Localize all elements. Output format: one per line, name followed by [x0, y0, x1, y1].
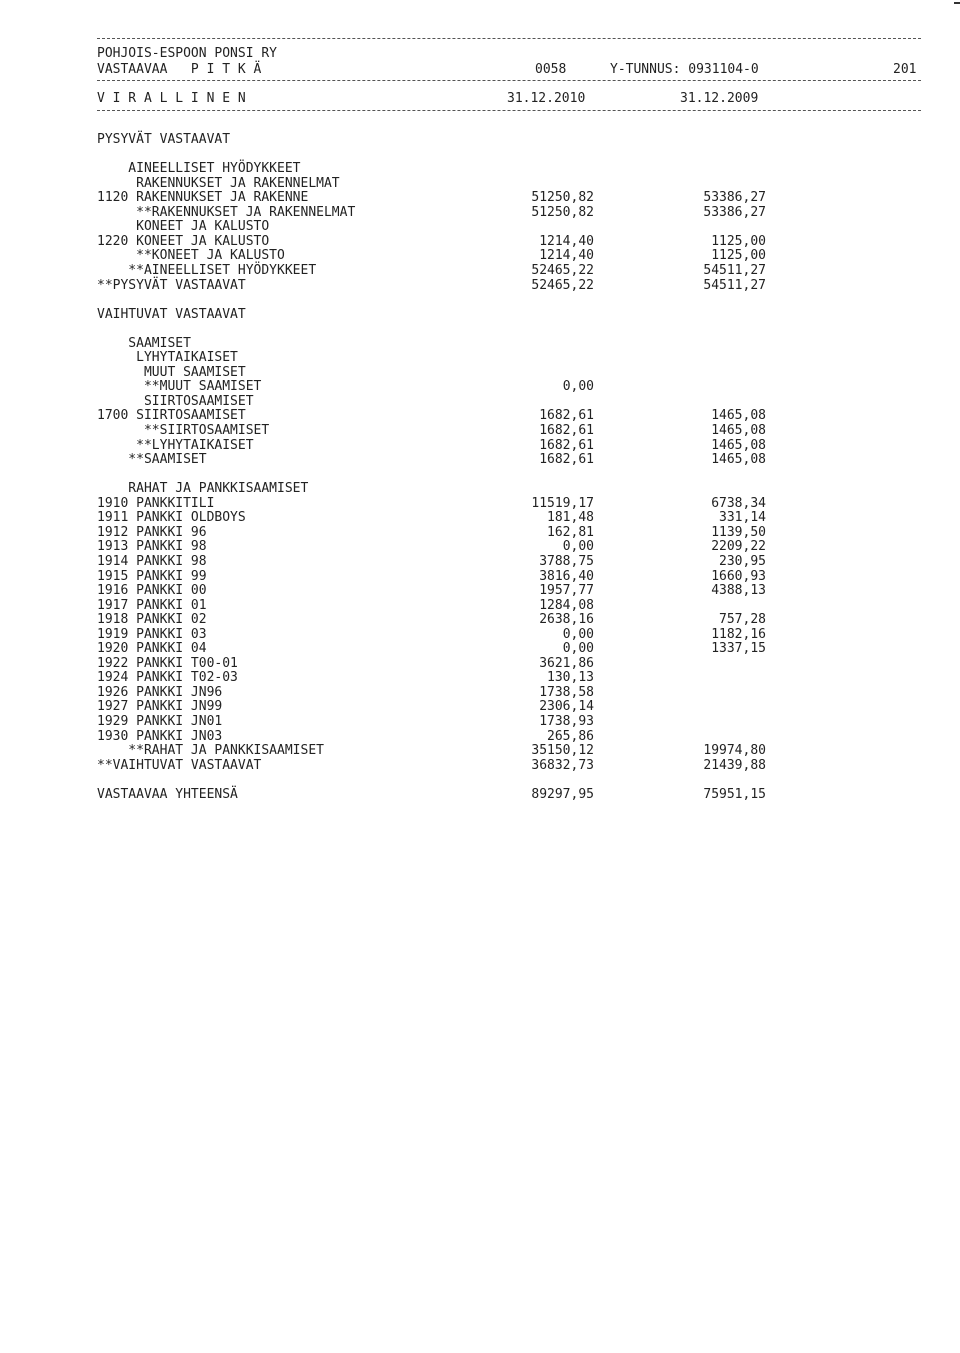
corner-mark: [954, 2, 960, 4]
value-2010: 162,81: [547, 524, 594, 540]
value-2009: 2209,22: [711, 539, 766, 555]
row-label: **MUUT SAAMISET: [97, 379, 262, 395]
document-code: 0058: [535, 62, 567, 77]
value-2010: 265,86: [547, 728, 594, 744]
statement-row: [0, 613, 960, 628]
date-previous: 31.12.2009: [680, 91, 759, 106]
statement-row: [0, 424, 960, 439]
row-label: 1220 KONEET JA KALUSTO: [97, 233, 270, 249]
value-2010: 1738,58: [539, 684, 594, 700]
row-label: 1920 PANKKI 04: [97, 641, 207, 657]
row-label: 1922 PANKKI T00-01: [97, 655, 238, 671]
value-2010: 0,00: [562, 539, 594, 555]
statement-row: [0, 439, 960, 454]
statement-row: [0, 249, 960, 264]
statement-row: [0, 148, 960, 163]
value-2009: 1465,08: [711, 452, 766, 468]
statement-row: [0, 322, 960, 337]
statement-row: [0, 540, 960, 555]
value-2009: 1182,16: [711, 626, 766, 642]
value-2010: 1682,61: [539, 437, 594, 453]
statement-row: [0, 235, 960, 250]
statement-row: [0, 409, 960, 424]
statement-row: [0, 380, 960, 395]
statement-row: [0, 395, 960, 410]
value-2009: 230,95: [719, 553, 766, 569]
row-label: 1700 SIIRTOSAAMISET: [97, 408, 246, 424]
value-2009: 1465,08: [711, 408, 766, 424]
organization-name: POHJOIS-ESPOON PONSI RY: [97, 46, 278, 61]
row-label: **AINEELLISET HYÖDYKKEET: [97, 262, 317, 278]
row-label: KONEET JA KALUSTO: [97, 219, 270, 235]
value-2010: 1682,61: [539, 408, 594, 424]
statement-row: [0, 366, 960, 381]
statement-row: [0, 759, 960, 774]
value-2010: 1284,08: [539, 597, 594, 613]
top-rule: [97, 38, 921, 39]
statement-row: [0, 671, 960, 686]
row-label: 1927 PANKKI JN99: [97, 699, 223, 715]
value-2010: 1682,61: [539, 452, 594, 468]
statement-row: [0, 191, 960, 206]
row-label: **RAKENNUKSET JA RAKENNELMAT: [97, 204, 356, 220]
value-2010: 1738,93: [539, 714, 594, 729]
row-label: 1911 PANKKI OLDBOYS: [97, 510, 246, 526]
row-label: 1918 PANKKI 02: [97, 612, 207, 628]
statement-row: [0, 468, 960, 483]
statement-row: [0, 584, 960, 599]
value-2009: 1337,15: [711, 641, 766, 657]
value-2009: 75951,15: [703, 786, 766, 802]
statement-row: [0, 497, 960, 512]
row-label: 1120 RAKENNUKSET JA RAKENNE: [97, 190, 309, 206]
value-2009: 1660,93: [711, 568, 766, 584]
value-2010: 181,48: [547, 510, 594, 526]
row-label: AINEELLISET HYÖDYKKEET: [97, 161, 301, 177]
statement-row: [0, 453, 960, 468]
row-label: **SAAMISET: [97, 452, 207, 468]
value-2009: 1125,00: [711, 248, 766, 264]
value-2009: 1465,08: [711, 437, 766, 453]
statement-row: [0, 788, 960, 803]
value-2010: 2306,14: [539, 699, 594, 715]
row-label: 1929 PANKKI JN01: [97, 714, 223, 729]
header-rule: [97, 80, 921, 81]
row-label: **SIIRTOSAAMISET: [97, 423, 270, 438]
value-2010: 51250,82: [531, 204, 594, 220]
row-label: 1930 PANKKI JN03: [97, 728, 223, 744]
row-label: **VAIHTUVAT VASTAAVAT: [97, 757, 262, 773]
value-2009: 1465,08: [711, 423, 766, 438]
section-title: V I R A L L I N E N: [97, 91, 246, 106]
row-label: 1914 PANKKI 98: [97, 553, 207, 569]
business-id: Y-TUNNUS: 0931104-0: [610, 62, 759, 77]
row-label: SAAMISET: [97, 335, 191, 351]
row-label: VAIHTUVAT VASTAAVAT: [97, 306, 246, 322]
statement-row: [0, 220, 960, 235]
statement-row: [0, 351, 960, 366]
statement-row: [0, 279, 960, 294]
value-2010: 52465,22: [531, 277, 594, 293]
value-2010: 0,00: [562, 641, 594, 657]
value-2010: 51250,82: [531, 190, 594, 206]
statement-row: [0, 570, 960, 585]
value-2009: 6738,34: [711, 495, 766, 511]
statement-row: [0, 730, 960, 745]
row-label: **PYSYVÄT VASTAAVAT: [97, 277, 246, 293]
statement-row: [0, 628, 960, 643]
statement-row: [0, 337, 960, 352]
statement-row: [0, 599, 960, 614]
statement-row: [0, 293, 960, 308]
statement-row: [0, 686, 960, 701]
statement-row: [0, 526, 960, 541]
row-label: **LYHYTAIKAISET: [97, 437, 254, 453]
statement-row: [0, 555, 960, 570]
statement-row: [0, 700, 960, 715]
statement-row: [0, 657, 960, 672]
row-label: 1916 PANKKI 00: [97, 583, 207, 599]
value-2010: 11519,17: [531, 495, 594, 511]
statement-row: [0, 177, 960, 192]
date-current: 31.12.2010: [507, 91, 586, 106]
row-label: VASTAAVAA YHTEENSÄ: [97, 786, 238, 802]
row-label: 1919 PANKKI 03: [97, 626, 207, 642]
row-label: RAHAT JA PANKKISAAMISET: [97, 481, 309, 497]
value-2009: 54511,27: [703, 262, 766, 278]
value-2010: 0,00: [562, 379, 594, 395]
value-2010: 1214,40: [539, 248, 594, 264]
document-title: VASTAAVAA P I T K Ä: [97, 62, 262, 77]
statement-row: [0, 264, 960, 279]
row-label: 1915 PANKKI 99: [97, 568, 207, 584]
row-label: 1917 PANKKI 01: [97, 597, 207, 613]
value-2009: 21439,88: [703, 757, 766, 773]
value-2009: 757,28: [719, 612, 766, 628]
value-2009: 19974,80: [703, 743, 766, 759]
value-2009: 4388,13: [711, 583, 766, 599]
page-number: 201: [893, 62, 917, 77]
value-2009: 331,14: [719, 510, 766, 526]
statement-row: [0, 162, 960, 177]
row-label: PYSYVÄT VASTAAVAT: [97, 132, 231, 147]
row-label: MUUT SAAMISET: [97, 364, 246, 380]
value-2009: 1125,00: [711, 233, 766, 249]
value-2010: 2638,16: [539, 612, 594, 628]
value-2010: 3788,75: [539, 553, 594, 569]
statement-row: [0, 715, 960, 730]
value-2010: 1214,40: [539, 233, 594, 249]
statement-row: [0, 206, 960, 221]
row-label: **KONEET JA KALUSTO: [97, 248, 285, 264]
value-2010: 52465,22: [531, 262, 594, 278]
statement-row: [0, 744, 960, 759]
statement-row: [0, 642, 960, 657]
row-label: 1926 PANKKI JN96: [97, 684, 223, 700]
statement-row: [0, 511, 960, 526]
row-label: 1912 PANKKI 96: [97, 524, 207, 540]
row-label: **RAHAT JA PANKKISAAMISET: [97, 743, 324, 759]
value-2010: 36832,73: [531, 757, 594, 773]
value-2010: 35150,12: [531, 743, 594, 759]
statement-row: [0, 133, 960, 148]
row-label: RAKENNUKSET JA RAKENNELMAT: [97, 175, 340, 191]
row-label: 1924 PANKKI T02-03: [97, 670, 238, 686]
value-2010: 1957,77: [539, 583, 594, 599]
row-label: 1913 PANKKI 98: [97, 539, 207, 555]
statement-row: [0, 773, 960, 788]
value-2010: 89297,95: [531, 786, 594, 802]
value-2009: 54511,27: [703, 277, 766, 293]
value-2010: 1682,61: [539, 423, 594, 438]
row-label: 1910 PANKKITILI: [97, 495, 215, 511]
value-2010: 130,13: [547, 670, 594, 686]
value-2010: 3816,40: [539, 568, 594, 584]
value-2009: 53386,27: [703, 190, 766, 206]
value-2009: 53386,27: [703, 204, 766, 220]
statement-row: [0, 482, 960, 497]
row-label: SIIRTOSAAMISET: [97, 393, 254, 409]
value-2009: 1139,50: [711, 524, 766, 540]
section-rule: [97, 110, 921, 111]
value-2010: 0,00: [562, 626, 594, 642]
row-label: LYHYTAIKAISET: [97, 350, 238, 366]
value-2010: 3621,86: [539, 655, 594, 671]
statement-row: [0, 308, 960, 323]
